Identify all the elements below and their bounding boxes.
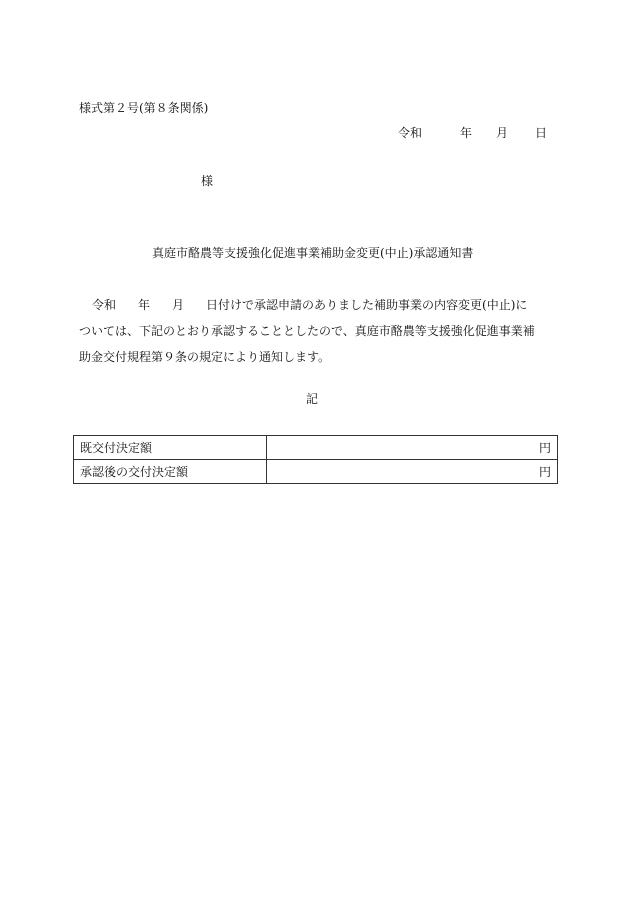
table-row — [74, 436, 558, 460]
ki-heading: 記 — [306, 392, 319, 406]
body-line-3: 助金交付規程第９条の規定により通知します。 — [79, 350, 331, 364]
date-era: 令和 — [398, 126, 423, 140]
body-era: 令和 — [92, 298, 117, 312]
date-year-label: 年 — [460, 126, 473, 140]
body-month-label: 月 — [172, 298, 185, 312]
table-row — [74, 460, 558, 484]
addressee-suffix: 様 — [201, 174, 214, 188]
body-year-label: 年 — [138, 298, 151, 312]
form-number: 様式第２号(第８条関係) — [79, 101, 209, 115]
amount-table — [73, 435, 558, 484]
date-day-label: 日 — [535, 126, 548, 140]
date-month-label: 月 — [496, 126, 509, 140]
body-line-2: ついては、下記のとおり承認することとしたので、真庭市酪農等支援強化促進事業補 — [79, 324, 535, 338]
approved-grant-amount-unit: 円 — [267, 460, 558, 484]
body-line-1-rest: 日付けで承認申請のありました補助事業の内容変更(中止)に — [206, 298, 528, 312]
body-line-1 — [79, 292, 559, 318]
body-text — [79, 292, 559, 370]
existing-grant-amount-label: 既交付決定額 — [74, 436, 267, 460]
existing-grant-amount-unit: 円 — [267, 436, 558, 460]
approved-grant-amount-label: 承認後の交付決定額 — [74, 460, 267, 484]
document-title: 真庭市酪農等支援強化促進事業補助金変更(中止)承認通知書 — [152, 246, 474, 260]
